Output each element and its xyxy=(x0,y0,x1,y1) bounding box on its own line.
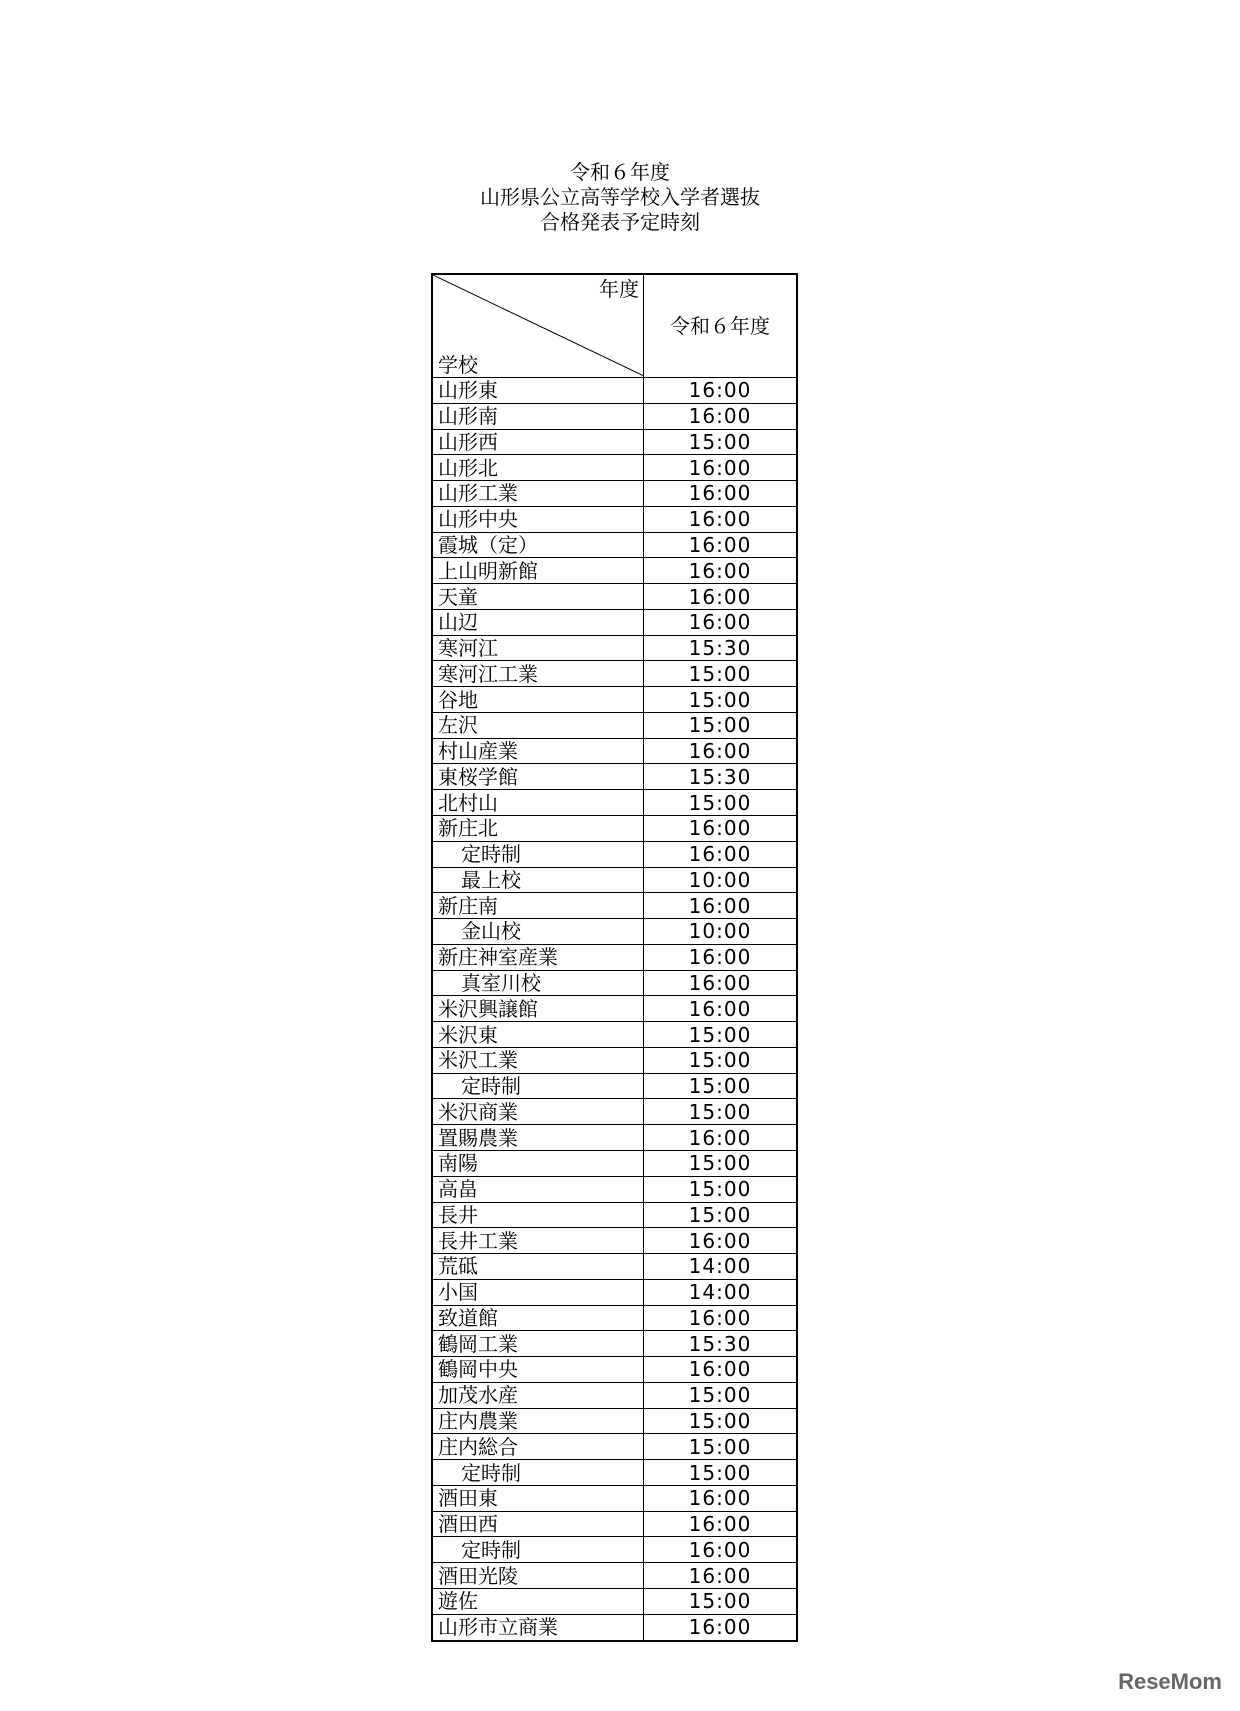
table-row xyxy=(432,1022,797,1048)
announcement-time-cell: 16:00 xyxy=(644,944,798,970)
announcement-time-cell: 16:00 xyxy=(644,1305,798,1331)
announcement-time-cell: 15:00 xyxy=(644,1588,798,1614)
school-name-cell: 定時制 xyxy=(432,841,644,867)
table-row xyxy=(432,841,797,867)
announcement-time-cell: 16:00 xyxy=(644,1228,798,1254)
school-name-cell: 山形中央 xyxy=(432,506,644,532)
table-row xyxy=(432,1073,797,1099)
table-row xyxy=(432,687,797,713)
school-name-cell: 東桜学館 xyxy=(432,764,644,790)
table-row xyxy=(432,1202,797,1228)
corner-label-year: 年度 xyxy=(599,277,639,301)
announcement-time-cell: 16:00 xyxy=(644,1511,798,1537)
announcement-time-cell: 16:00 xyxy=(644,532,798,558)
school-name-cell: 鶴岡工業 xyxy=(432,1331,644,1357)
announcement-time-cell: 15:00 xyxy=(644,712,798,738)
table-row xyxy=(432,403,797,429)
announcement-time-cell: 16:00 xyxy=(644,481,798,507)
table-row xyxy=(432,455,797,481)
announcement-time-cell: 16:00 xyxy=(644,558,798,584)
table-row xyxy=(432,378,797,404)
school-name-cell: 真室川校 xyxy=(432,970,644,996)
school-name-cell: 米沢工業 xyxy=(432,1047,644,1073)
school-name-cell: 山形西 xyxy=(432,429,644,455)
school-name-cell: 上山明新館 xyxy=(432,558,644,584)
column-header-year: 令和６年度 xyxy=(644,274,798,378)
announcement-time-cell: 16:00 xyxy=(644,816,798,842)
schedule-table xyxy=(431,273,798,1642)
announcement-time-cell: 16:00 xyxy=(644,584,798,610)
school-name-cell: 南陽 xyxy=(432,1150,644,1176)
school-name-cell: 長井 xyxy=(432,1202,644,1228)
table-row xyxy=(432,1150,797,1176)
title-line-1: 令和６年度 xyxy=(570,160,670,184)
school-name-cell: 米沢東 xyxy=(432,1022,644,1048)
title-line-3: 合格発表予定時刻 xyxy=(540,210,700,234)
school-name-cell: 最上校 xyxy=(432,867,644,893)
announcement-time-cell: 15:00 xyxy=(644,1434,798,1460)
corner-header-cell xyxy=(432,274,644,378)
table-row xyxy=(432,506,797,532)
school-name-cell: 山形工業 xyxy=(432,481,644,507)
document-title xyxy=(0,160,1240,235)
school-name-cell: 新庄南 xyxy=(432,893,644,919)
announcement-time-cell: 16:00 xyxy=(644,378,798,404)
table-row xyxy=(432,1279,797,1305)
table-row xyxy=(432,790,797,816)
resemom-logo: ReseMom xyxy=(1118,1669,1222,1694)
corner-label-school: 学校 xyxy=(438,353,478,377)
announcement-time-cell: 15:00 xyxy=(644,1460,798,1486)
table-row xyxy=(432,1434,797,1460)
school-name-cell: 村山産業 xyxy=(432,738,644,764)
school-name-cell: 谷地 xyxy=(432,687,644,713)
announcement-time-cell: 16:00 xyxy=(644,1485,798,1511)
table-row xyxy=(432,1125,797,1151)
school-name-cell: 定時制 xyxy=(432,1537,644,1563)
announcement-time-cell: 15:30 xyxy=(644,635,798,661)
announcement-time-cell: 16:00 xyxy=(644,403,798,429)
announcement-time-cell: 16:00 xyxy=(644,970,798,996)
announcement-time-cell: 15:00 xyxy=(644,1047,798,1073)
announcement-time-cell: 16:00 xyxy=(644,1357,798,1383)
school-name-cell: 霞城（定） xyxy=(432,532,644,558)
announcement-time-cell: 15:00 xyxy=(644,1202,798,1228)
school-name-cell: 遊佐 xyxy=(432,1588,644,1614)
announcement-time-cell: 14:00 xyxy=(644,1279,798,1305)
school-name-cell: 山辺 xyxy=(432,609,644,635)
school-name-cell: 酒田東 xyxy=(432,1485,644,1511)
announcement-time-cell: 15:00 xyxy=(644,1176,798,1202)
table-row xyxy=(432,1305,797,1331)
announcement-time-cell: 15:30 xyxy=(644,764,798,790)
title-line-2: 山形県公立高等学校入学者選抜 xyxy=(480,185,760,209)
announcement-time-cell: 16:00 xyxy=(644,738,798,764)
school-name-cell: 山形北 xyxy=(432,455,644,481)
announcement-time-cell: 16:00 xyxy=(644,893,798,919)
table-row xyxy=(432,1331,797,1357)
table-row xyxy=(432,661,797,687)
school-name-cell: 長井工業 xyxy=(432,1228,644,1254)
table-row xyxy=(432,919,797,945)
table-row xyxy=(432,532,797,558)
announcement-time-cell: 16:00 xyxy=(644,455,798,481)
school-name-cell: 新庄北 xyxy=(432,816,644,842)
table-row xyxy=(432,1563,797,1589)
table-row xyxy=(432,1357,797,1383)
table-row xyxy=(432,429,797,455)
announcement-time-cell: 15:00 xyxy=(644,1022,798,1048)
school-name-cell: 山形市立商業 xyxy=(432,1614,644,1640)
table-row xyxy=(432,1588,797,1614)
table-row xyxy=(432,558,797,584)
school-name-cell: 庄内農業 xyxy=(432,1408,644,1434)
table-row xyxy=(432,996,797,1022)
table-row xyxy=(432,970,797,996)
school-name-cell: 山形南 xyxy=(432,403,644,429)
school-name-cell: 山形東 xyxy=(432,378,644,404)
announcement-time-cell: 15:00 xyxy=(644,1073,798,1099)
announcement-time-cell: 16:00 xyxy=(644,1563,798,1589)
school-name-cell: 定時制 xyxy=(432,1460,644,1486)
table-row xyxy=(432,816,797,842)
announcement-time-cell: 15:00 xyxy=(644,1408,798,1434)
announcement-time-cell: 16:00 xyxy=(644,1125,798,1151)
announcement-time-cell: 16:00 xyxy=(644,996,798,1022)
announcement-time-cell: 16:00 xyxy=(644,609,798,635)
school-name-cell: 加茂水産 xyxy=(432,1382,644,1408)
announcement-time-cell: 16:00 xyxy=(644,1537,798,1563)
table-row xyxy=(432,1460,797,1486)
table-row xyxy=(432,944,797,970)
table-row xyxy=(432,609,797,635)
announcement-time-cell: 16:00 xyxy=(644,841,798,867)
school-name-cell: 致道館 xyxy=(432,1305,644,1331)
announcement-time-cell: 15:00 xyxy=(644,1099,798,1125)
announcement-time-cell: 15:00 xyxy=(644,790,798,816)
table-row xyxy=(432,1537,797,1563)
school-name-cell: 定時制 xyxy=(432,1073,644,1099)
table-row xyxy=(432,1176,797,1202)
announcement-time-cell: 15:00 xyxy=(644,429,798,455)
school-name-cell: 北村山 xyxy=(432,790,644,816)
announcement-time-cell: 16:00 xyxy=(644,506,798,532)
table-row xyxy=(432,635,797,661)
table-header-row xyxy=(432,274,797,378)
announcement-time-cell: 10:00 xyxy=(644,867,798,893)
school-name-cell: 鶴岡中央 xyxy=(432,1357,644,1383)
table-row xyxy=(432,1382,797,1408)
table-row xyxy=(432,712,797,738)
table-row xyxy=(432,893,797,919)
school-name-cell: 高畠 xyxy=(432,1176,644,1202)
table-row xyxy=(432,1099,797,1125)
school-name-cell: 置賜農業 xyxy=(432,1125,644,1151)
announcement-time-cell: 15:30 xyxy=(644,1331,798,1357)
table-row xyxy=(432,1047,797,1073)
announcement-time-cell: 15:00 xyxy=(644,1382,798,1408)
school-name-cell: 左沢 xyxy=(432,712,644,738)
school-name-cell: 庄内総合 xyxy=(432,1434,644,1460)
table-row xyxy=(432,1408,797,1434)
announcement-time-cell: 10:00 xyxy=(644,919,798,945)
announcement-time-cell: 14:00 xyxy=(644,1254,798,1280)
school-name-cell: 酒田西 xyxy=(432,1511,644,1537)
school-name-cell: 酒田光陵 xyxy=(432,1563,644,1589)
table-row xyxy=(432,481,797,507)
announcement-time-cell: 15:00 xyxy=(644,1150,798,1176)
table-row xyxy=(432,1254,797,1280)
announcement-time-cell: 15:00 xyxy=(644,661,798,687)
school-name-cell: 米沢興譲館 xyxy=(432,996,644,1022)
school-name-cell: 新庄神室産業 xyxy=(432,944,644,970)
school-name-cell: 天童 xyxy=(432,584,644,610)
table-row xyxy=(432,1511,797,1537)
table-row xyxy=(432,867,797,893)
table-row xyxy=(432,764,797,790)
school-name-cell: 荒砥 xyxy=(432,1254,644,1280)
table-row xyxy=(432,1485,797,1511)
table-row xyxy=(432,1228,797,1254)
school-name-cell: 米沢商業 xyxy=(432,1099,644,1125)
table-row xyxy=(432,1614,797,1640)
table-row xyxy=(432,738,797,764)
announcement-time-cell: 16:00 xyxy=(644,1614,798,1640)
school-name-cell: 金山校 xyxy=(432,919,644,945)
announcement-time-cell: 15:00 xyxy=(644,687,798,713)
school-name-cell: 寒河江工業 xyxy=(432,661,644,687)
school-name-cell: 小国 xyxy=(432,1279,644,1305)
table-row xyxy=(432,584,797,610)
school-name-cell: 寒河江 xyxy=(432,635,644,661)
